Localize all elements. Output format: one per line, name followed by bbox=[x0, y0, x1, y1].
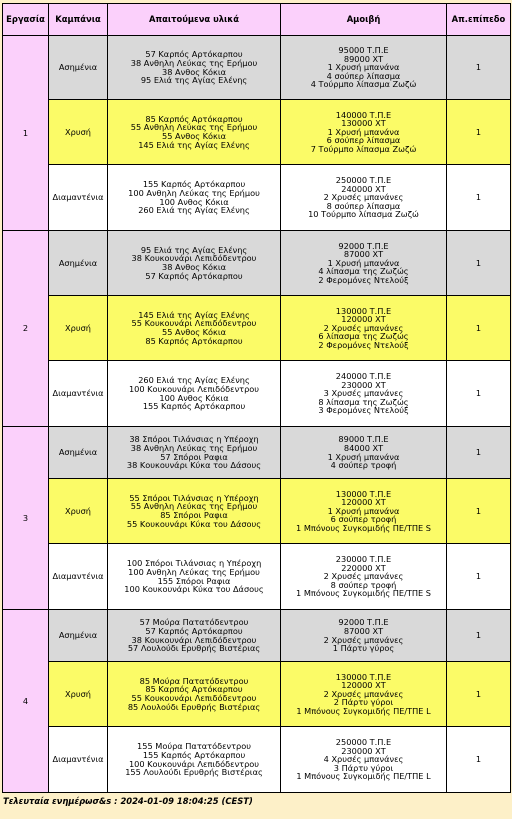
material-item: 38 Ανθος Κόκια bbox=[162, 262, 226, 272]
reward-item: 8 λίπασμα της Ζωζώς bbox=[318, 396, 409, 407]
reward-item: 4 σούπερ λίπασμα bbox=[326, 70, 401, 81]
material-item: 55 Ανθηλη Λεύκας της Ερήμου bbox=[130, 501, 258, 512]
reward-item: 3 Πάρτυ γύροι bbox=[333, 762, 394, 773]
level-cell: 1 bbox=[447, 544, 511, 610]
campaign-cell: Ασημένια bbox=[49, 427, 108, 479]
task-number: 4 bbox=[3, 610, 49, 793]
campaign-cell: Χρυσή bbox=[49, 662, 108, 727]
header-materials: Απαιτούμενα υλικά bbox=[108, 4, 281, 36]
reward-item: 89000 ΧΤ bbox=[343, 53, 384, 64]
material-item: 57 Λουλούδι Ερυθρής Βιστέριας bbox=[127, 643, 261, 654]
material-item: 100 Κουκουνάρι Λεπιδόδεντρου bbox=[128, 383, 260, 394]
material-item: 95 Ελιά της Αγίας Ελένης bbox=[140, 75, 248, 86]
reward-item: 1 Μπόνους Συγκομιδής ΠΕ/ΤΠΕ S bbox=[296, 522, 431, 533]
campaign-cell: Διαμαντένια bbox=[49, 361, 108, 427]
material-item: 100 Ανθος Κόκια bbox=[159, 392, 229, 403]
table-row bbox=[3, 231, 511, 296]
reward-item: 1 Χρυσή μπανάνα bbox=[327, 505, 400, 516]
material-item: 57 Καρπός Αρτόκαρπου bbox=[145, 270, 243, 281]
material-item: 55 Κουκουνάρι Λεπιδόδεντρου bbox=[131, 693, 257, 703]
material-item: 145 Ελιά της Αγίας Ελένης bbox=[138, 309, 250, 320]
reward-item: 3 Φερομόνες Ντελούξ bbox=[318, 405, 409, 416]
reward-item: 4 Χρυσές μπανάνες bbox=[323, 754, 404, 765]
reward-cell bbox=[281, 296, 447, 361]
reward-item: 2 Φερομόνες Ντελούξ bbox=[318, 274, 409, 285]
reward-item: 1 Μπόνους Συγκομιδής ΠΕ/ΤΠΕ S bbox=[296, 588, 431, 599]
task-number: 2 bbox=[3, 231, 49, 427]
reward-item: 1 Μπόνους Συγκομιδής ΠΕ/ΤΠΕ L bbox=[296, 771, 431, 782]
reward-item: 2 Χρυσές μπανάνες bbox=[323, 571, 404, 582]
reward-item: 87000 ΧΤ bbox=[343, 625, 384, 636]
materials-cell bbox=[108, 727, 281, 793]
reward-cell bbox=[281, 479, 447, 544]
reward-item: 6 λίπασμα της Ζωζώς bbox=[318, 331, 409, 342]
level-cell: 1 bbox=[447, 165, 511, 231]
materials-cell bbox=[108, 544, 281, 610]
reward-item: 89000 Τ.Π.Ε bbox=[338, 434, 389, 445]
material-item: 38 Ανθηλη Λεύκας της Ερήμου bbox=[130, 442, 258, 453]
reward-item: 6 σούπερ τροφή bbox=[330, 514, 397, 525]
reward-item: 95000 Τ.Π.Ε bbox=[338, 45, 389, 56]
table-row bbox=[3, 727, 511, 793]
material-item: 85 Καρπός Αρτόκαρπου bbox=[145, 684, 243, 695]
reward-item: 92000 Τ.Π.Ε bbox=[338, 240, 389, 251]
table-row bbox=[3, 36, 511, 100]
material-item: 260 Ελιά της Αγίας Ελένης bbox=[138, 375, 250, 386]
table-row bbox=[3, 361, 511, 427]
material-item: 155 Σπόροι Ραφια bbox=[157, 575, 231, 586]
material-item: 57 Μούρα Πατατόδεντρου bbox=[139, 617, 249, 628]
reward-item: 130000 Τ.Π.Ε bbox=[335, 305, 392, 316]
material-item: 57 Καρπός Αρτόκαρπου bbox=[145, 49, 243, 60]
material-item: 55 Ανθηλη Λεύκας της Ερήμου bbox=[130, 122, 258, 133]
materials-cell bbox=[108, 361, 281, 427]
reward-item: 1 Πάρτυ γύρος bbox=[332, 643, 395, 654]
material-item: 260 Ελιά της Αγίας Ελένης bbox=[138, 205, 250, 216]
material-item: 57 Σπόροι Ραφια bbox=[160, 451, 228, 462]
reward-item: 1 Χρυσή μπανάνα bbox=[327, 62, 400, 73]
reward-item: 220000 ΧΤ bbox=[341, 562, 386, 573]
level-cell: 1 bbox=[447, 427, 511, 479]
table-row bbox=[3, 100, 511, 165]
material-item: 55 Ανθος Κόκια bbox=[162, 131, 226, 141]
campaign-cell: Ασημένια bbox=[49, 610, 108, 662]
campaign-cell: Χρυσή bbox=[49, 296, 108, 361]
reward-item: 120000 ΧΤ bbox=[341, 680, 386, 691]
material-item: 155 Καρπός Αρτόκαρπου bbox=[142, 179, 246, 190]
material-item: 55 Ανθος Κόκια bbox=[162, 327, 226, 337]
reward-item: 130000 Τ.Π.Ε bbox=[335, 671, 392, 682]
table-row bbox=[3, 165, 511, 231]
materials-cell bbox=[108, 231, 281, 296]
material-item: 38 Σπόροι Τιλάνσιας η Υπέροχη bbox=[129, 434, 259, 445]
reward-cell bbox=[281, 727, 447, 793]
reward-item: 92000 Τ.Π.Ε bbox=[338, 617, 389, 628]
materials-cell bbox=[108, 662, 281, 727]
table-row bbox=[3, 479, 511, 544]
task-number: 1 bbox=[3, 36, 49, 231]
header-campaign: Καμπάνια bbox=[49, 4, 108, 36]
reward-item: 7 Τούρμπο λίπασμα Ζωζώ bbox=[310, 143, 417, 154]
reward-item: 2 Πάρτυ γύροι bbox=[333, 697, 394, 708]
reward-item: 2 Χρυσές μπανάνες bbox=[323, 192, 404, 203]
reward-item: 240000 Τ.Π.Ε bbox=[335, 371, 392, 382]
reward-cell bbox=[281, 361, 447, 427]
campaign-cell: Χρυσή bbox=[49, 479, 108, 544]
materials-cell bbox=[108, 610, 281, 662]
reward-item: 3 Χρυσές μπανάνες bbox=[323, 388, 404, 399]
reward-item: 140000 Τ.Π.Ε bbox=[335, 109, 392, 120]
reward-item: 10 Τούρμπο λίπασμα Ζωζώ bbox=[308, 209, 419, 220]
reward-item: 250000 Τ.Π.Ε bbox=[335, 175, 392, 186]
material-item: 95 Ελιά της Αγίας Ελένης bbox=[140, 244, 248, 255]
level-cell: 1 bbox=[447, 479, 511, 544]
material-item: 55 Σπόροι Τιλάνσιας η Υπέροχη bbox=[129, 492, 259, 503]
material-item: 100 Κουκουνάρι Λεπιδόδεντρου bbox=[128, 758, 260, 769]
table-row bbox=[3, 610, 511, 662]
table-row bbox=[3, 662, 511, 727]
header-task: Εργασία bbox=[3, 4, 49, 36]
material-item: 38 Ανθηλη Λεύκας της Ερήμου bbox=[130, 57, 258, 68]
reward-cell bbox=[281, 36, 447, 100]
material-item: 100 Ανθηλη Λεύκας της Ερήμου bbox=[128, 187, 260, 198]
reward-item: 6 σούπερ λίπασμα bbox=[326, 135, 401, 146]
reward-item: 250000 Τ.Π.Ε bbox=[335, 737, 392, 748]
reward-item: 2 Χρυσές μπανάνες bbox=[323, 322, 404, 333]
reward-item: 230000 ΧΤ bbox=[341, 379, 386, 390]
campaign-cell: Διαμαντένια bbox=[49, 165, 108, 231]
header-reward: Αμοιβή bbox=[281, 4, 447, 36]
material-item: 155 Λουλούδι Ερυθρής Βιστέριας bbox=[125, 767, 263, 778]
materials-cell bbox=[108, 165, 281, 231]
reward-cell bbox=[281, 662, 447, 727]
reward-cell bbox=[281, 544, 447, 610]
material-item: 100 Κουκουνάρι Κύκα του Δάσους bbox=[124, 584, 264, 595]
material-item: 155 Καρπός Αρτόκαρπου bbox=[142, 749, 246, 760]
material-item: 85 Καρπός Αρτόκαρπου bbox=[145, 113, 243, 124]
quest-table bbox=[2, 3, 511, 793]
reward-cell bbox=[281, 100, 447, 165]
material-item: 38 Κουκουνάρι Λεπιδόδεντρου bbox=[131, 634, 257, 645]
level-cell: 1 bbox=[447, 36, 511, 100]
reward-item: 130000 Τ.Π.Ε bbox=[335, 488, 392, 499]
reward-item: 4 Τούρμπο λίπασμα Ζωζώ bbox=[310, 79, 417, 90]
level-cell: 1 bbox=[447, 727, 511, 793]
reward-item: 240000 ΧΤ bbox=[341, 183, 386, 194]
material-item: 85 Καρπός Αρτόκαρπου bbox=[145, 335, 243, 346]
reward-item: 230000 Τ.Π.Ε bbox=[335, 554, 392, 565]
reward-item: 120000 ΧΤ bbox=[341, 497, 386, 508]
campaign-cell: Χρυσή bbox=[49, 100, 108, 165]
table-body bbox=[3, 36, 511, 793]
level-cell: 1 bbox=[447, 100, 511, 165]
reward-item: 1 Χρυσή μπανάνα bbox=[327, 451, 400, 462]
reward-cell bbox=[281, 165, 447, 231]
material-item: 55 Κουκουνάρι Κύκα του Δάσους bbox=[126, 518, 262, 529]
reward-item: 8 σούπερ λίπασμα bbox=[326, 200, 401, 211]
materials-cell bbox=[108, 36, 281, 100]
level-cell: 1 bbox=[447, 231, 511, 296]
table-row bbox=[3, 296, 511, 361]
reward-item: 230000 ΧΤ bbox=[341, 745, 386, 756]
reward-cell bbox=[281, 231, 447, 296]
material-item: 100 Ανθος Κόκια bbox=[159, 196, 229, 207]
material-item: 38 Κουκουνάρι Κύκα του Δάσους bbox=[126, 460, 262, 471]
reward-item: 1 Χρυσή μπανάνα bbox=[327, 126, 400, 137]
last-updated: Τελευταία ενημέρωσ&s : 2024-01-09 18:04:25 (CEST) bbox=[3, 796, 253, 806]
material-item: 55 Κουκουνάρι Λεπιδόδεντρου bbox=[131, 318, 257, 329]
material-item: 85 Μούρα Πατατόδεντρου bbox=[139, 675, 249, 686]
materials-cell bbox=[108, 479, 281, 544]
campaign-cell: Ασημένια bbox=[49, 231, 108, 296]
materials-cell bbox=[108, 100, 281, 165]
campaign-cell: Ασημένια bbox=[49, 36, 108, 100]
level-cell: 1 bbox=[447, 361, 511, 427]
reward-item: 130000 ΧΤ bbox=[341, 118, 386, 129]
material-item: 85 Σπόροι Ραφια bbox=[160, 510, 228, 520]
reward-item: 2 Χρυσές μπανάνες bbox=[323, 688, 404, 699]
header-row bbox=[3, 4, 511, 36]
reward-item: 84000 ΧΤ bbox=[343, 442, 384, 453]
material-item: 38 Κουκουνάρι Λεπιδόδεντρου bbox=[131, 253, 257, 264]
reward-item: 4 λίπασμα της Ζωζώς bbox=[318, 266, 409, 277]
materials-cell bbox=[108, 296, 281, 361]
material-item: 145 Ελιά της Αγίας Ελένης bbox=[138, 139, 250, 150]
table-row bbox=[3, 427, 511, 479]
reward-item: 2 Χρυσές μπανάνες bbox=[323, 634, 404, 645]
material-item: 57 Καρπός Αρτόκαρπου bbox=[145, 625, 243, 636]
reward-item: 1 Μπόνους Συγκομιδής ΠΕ/ΤΠΕ L bbox=[296, 705, 431, 716]
reward-item: 1 Χρυσή μπανάνα bbox=[327, 257, 400, 268]
task-number: 3 bbox=[3, 427, 49, 610]
materials-cell bbox=[108, 427, 281, 479]
reward-item: 8 σούπερ τροφή bbox=[330, 579, 397, 590]
level-cell: 1 bbox=[447, 610, 511, 662]
reward-item: 120000 ΧΤ bbox=[341, 314, 386, 325]
level-cell: 1 bbox=[447, 662, 511, 727]
material-item: 85 Λουλούδι Ερυθρής Βιστέριας bbox=[127, 701, 261, 712]
table-row bbox=[3, 544, 511, 610]
material-item: 155 Καρπός Αρτόκαρπου bbox=[142, 401, 246, 412]
reward-cell bbox=[281, 610, 447, 662]
material-item: 155 Μούρα Πατατόδεντρου bbox=[137, 741, 251, 752]
reward-item: 87000 ΧΤ bbox=[343, 249, 384, 260]
level-cell: 1 bbox=[447, 296, 511, 361]
campaign-cell: Διαμαντένια bbox=[49, 727, 108, 793]
reward-cell bbox=[281, 427, 447, 479]
material-item: 100 Ανθηλη Λεύκας της Ερήμου bbox=[128, 566, 260, 577]
campaign-cell: Διαμαντένια bbox=[49, 544, 108, 610]
material-item: 100 Σπόροι Τιλάνσιας η Υπέροχη bbox=[126, 558, 262, 569]
material-item: 38 Ανθος Κόκια bbox=[162, 66, 226, 77]
reward-item: 4 σούπερ τροφή bbox=[330, 460, 397, 471]
header-level: Απ.επίπεδο bbox=[447, 4, 511, 36]
reward-item: 2 Φερομόνες Ντελούξ bbox=[318, 339, 409, 350]
